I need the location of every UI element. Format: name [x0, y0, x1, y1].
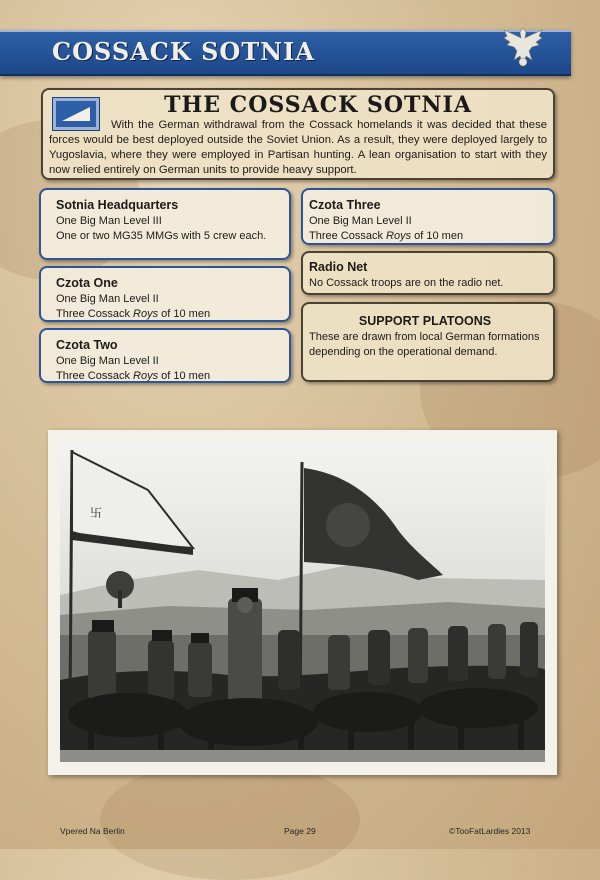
support-platoons-panel [301, 302, 555, 382]
unit-title: Radio Net [309, 260, 368, 274]
unit-line: One Big Man Level II [56, 355, 159, 367]
unit-card-czota-one [39, 266, 291, 322]
paper-stain [100, 760, 360, 880]
unit-line: One Big Man Level II [56, 293, 159, 305]
footer-book-title: Vpered Na Berlin [60, 826, 125, 836]
historical-photo [48, 430, 557, 775]
unit-title: Czota Three [309, 198, 381, 212]
intro-panel [41, 88, 555, 180]
footer-copyright: ©TooFatLardies 2013 [449, 826, 531, 836]
unit-line: These are drawn from local German formations depending on the operational demand. [309, 331, 540, 358]
unit-card-hq [39, 188, 291, 260]
unit-line: Three Cossack Roys of 10 men [309, 230, 464, 242]
unit-title: SUPPORT PLATOONS [358, 314, 492, 328]
unit-line: One Big Man Level III [56, 215, 162, 227]
unit-line: One Big Man Level II [309, 215, 412, 227]
page-title: COSSACK SOTNIA [52, 37, 315, 66]
eagle-emblem-icon [502, 24, 544, 72]
header-banner [0, 30, 571, 76]
radio-net-panel [301, 251, 555, 295]
cossack-cavalry-photo [48, 430, 557, 775]
footer-page-number: Page 29 [284, 826, 316, 836]
unit-card-czota-three [301, 188, 555, 245]
unit-title: Czota One [56, 276, 118, 290]
intro-title: THE COSSACK SOTNIA [164, 92, 472, 118]
unit-line: Three Cossack Roys of 10 men [56, 370, 211, 382]
svg-text:卐: 卐 [90, 506, 103, 520]
intro-text: With the German withdrawal from the Cossack homelands it was decided that these forces would be best deployed outside the Soviet Union. As a result, they were deployed largely to Yugoslavia, where they were employed in Partisan hunting. A lean organisation to start with they now relied entirely on German units to provide heavy support. [49, 119, 547, 176]
unit-title: Sotnia Headquarters [56, 198, 179, 212]
unit-title: Czota Two [56, 338, 118, 352]
unit-card-czota-two [39, 328, 291, 383]
unit-line: One or two MG35 MMGs with 5 crew each. [56, 230, 267, 242]
unit-line: Three Cossack Roys of 10 men [56, 308, 211, 320]
unit-line: No Cossack troops are on the radio net. [309, 277, 504, 289]
